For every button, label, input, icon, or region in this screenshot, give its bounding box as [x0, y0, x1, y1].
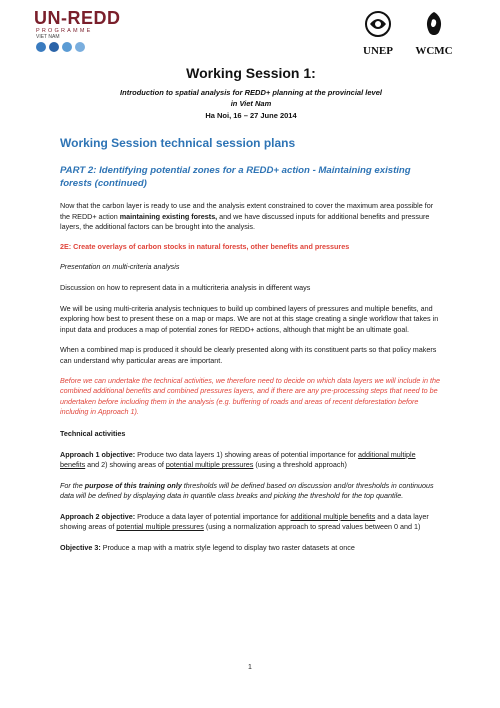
- objective-3-text: Produce a map with a matrix style legend to display two raster datasets at once: [100, 543, 355, 553]
- subtitle-line-1: Introduction to spatial analysis for REDD+ planning at the provincial level: [120, 88, 382, 97]
- intro-bold-text: maintaining existing forests,: [119, 211, 218, 221]
- combined-map-paragraph: When a combined map is produced it should be clearly presented along with its constituent parts so that policy makers can understand why particular areas are important.: [60, 345, 437, 365]
- approach-2-label: Approach 2 objective:: [60, 511, 136, 521]
- approach-2-underline-2: potential multiple pressures: [116, 522, 204, 532]
- approach-2-underline-1: additional multiple benefits: [290, 511, 376, 521]
- session-date: Ha Noi, 16 – 27 June 2014: [205, 111, 297, 120]
- intro-text-after: and we have discussed inputs for additional benefits and pressure layers, the additional factors can be brought into the analysis.: [60, 211, 430, 232]
- purpose-bold-text: purpose of this training only: [84, 480, 182, 490]
- subsection-heading-2e: 2E: Create overlays of carbon stocks in natural forests, other benefits and pressures: [60, 241, 350, 251]
- page-number: 1: [248, 664, 252, 671]
- purpose-paragraph: [60, 481, 442, 502]
- objective-3-paragraph: [60, 543, 442, 554]
- approach-2-text-1: Produce a data layer of potential importance for: [135, 511, 291, 521]
- page-subtitle: [60, 87, 442, 109]
- objective-3-label: Objective 3:: [60, 543, 101, 553]
- approach-1-text-1: Produce two data layers 1) showing areas of potential importance for: [135, 449, 359, 459]
- page-header: [0, 0, 500, 58]
- unep-logo-text: UNEP: [363, 45, 393, 57]
- section-heading: Working Session technical session plans: [60, 136, 296, 150]
- technical-activities-heading: Technical activities: [60, 428, 126, 438]
- un-redd-logo-country: VIET NAM: [36, 34, 60, 40]
- discussion-paragraph: Discussion on how to represent data in a multicriteria analysis in different ways: [60, 282, 311, 292]
- presentation-label: Presentation on multi-criteria analysis: [60, 262, 180, 272]
- un-redd-logo-title: UN-REDD: [34, 8, 121, 28]
- warning-paragraph: Before we can undertake the technical activities, we therefore need to decide on which data layers we will include in the combined additional benefits and combined pressures layers, and if there are any pre-processing steps that need to be undertaken before including them in the analysis (e.g. buffering of roads and areas of recent deforestation before including in Approach 1).: [60, 375, 440, 417]
- un-small-icon: [75, 42, 85, 52]
- page-title: Working Session 1:: [186, 65, 316, 81]
- wcmc-logo-text: WCMC: [415, 45, 453, 57]
- unep-logo: [355, 10, 401, 57]
- purpose-text-2: thresholds will be defined based on discussion and/or thresholds in continuous data will be defined by displaying data in quantile class breaks and picking the threshold for the top quantile.: [60, 480, 434, 501]
- intro-text-before: Now that the carbon layer is ready to use and the analysis extent constrained to cover the maximum area possible for the REDD+ action: [60, 201, 434, 221]
- purpose-text-1: For the: [60, 480, 85, 490]
- approach-1-underline-1: additional multiple benefits: [60, 449, 416, 470]
- intro-paragraph: [60, 201, 442, 233]
- approach-1-text-2: and 2) showing areas of: [85, 460, 166, 470]
- wcmc-logo: [402, 10, 466, 57]
- un-redd-logo: [34, 8, 144, 52]
- approach-1-underline-2: potential multiple pressures: [165, 460, 254, 470]
- approach-2-text-2: and a data layer showing areas of: [60, 511, 429, 532]
- mca-paragraph: We will be using multi-criteria analysis techniques to build up combined layers of pressures and multiple benefits, and exploring how best to present these on a map or maps. We are not at this stage creating a single workflow that takes in input data and produces a map of potential zones for REDD+ actions, although that might be an ultimate goal.: [60, 303, 439, 334]
- undp-icon: [49, 42, 59, 52]
- wcmc-emblem-icon: [419, 10, 449, 38]
- approach-2-paragraph: [60, 512, 442, 533]
- unep-emblem-icon: [364, 10, 392, 38]
- approach-1-text-3: (using a threshold approach): [253, 460, 347, 470]
- partner-logos: [36, 42, 144, 52]
- fao-icon: [36, 42, 46, 52]
- approach-1-label: Approach 1 objective:: [60, 449, 136, 459]
- approach-2-text-3: (using a normalization approach to spread values between 0 and 1): [203, 522, 421, 532]
- approach-1-paragraph: [60, 450, 442, 471]
- part-heading: PART 2: Identifying potential zones for a REDD+ action - Maintaining existing forests (continued): [60, 165, 411, 189]
- document-body: [60, 65, 442, 554]
- un-redd-logo-subtitle: PROGRAMME: [36, 28, 93, 34]
- subtitle-line-2: in Viet Nam: [230, 99, 272, 108]
- unep-small-icon: [62, 42, 72, 52]
